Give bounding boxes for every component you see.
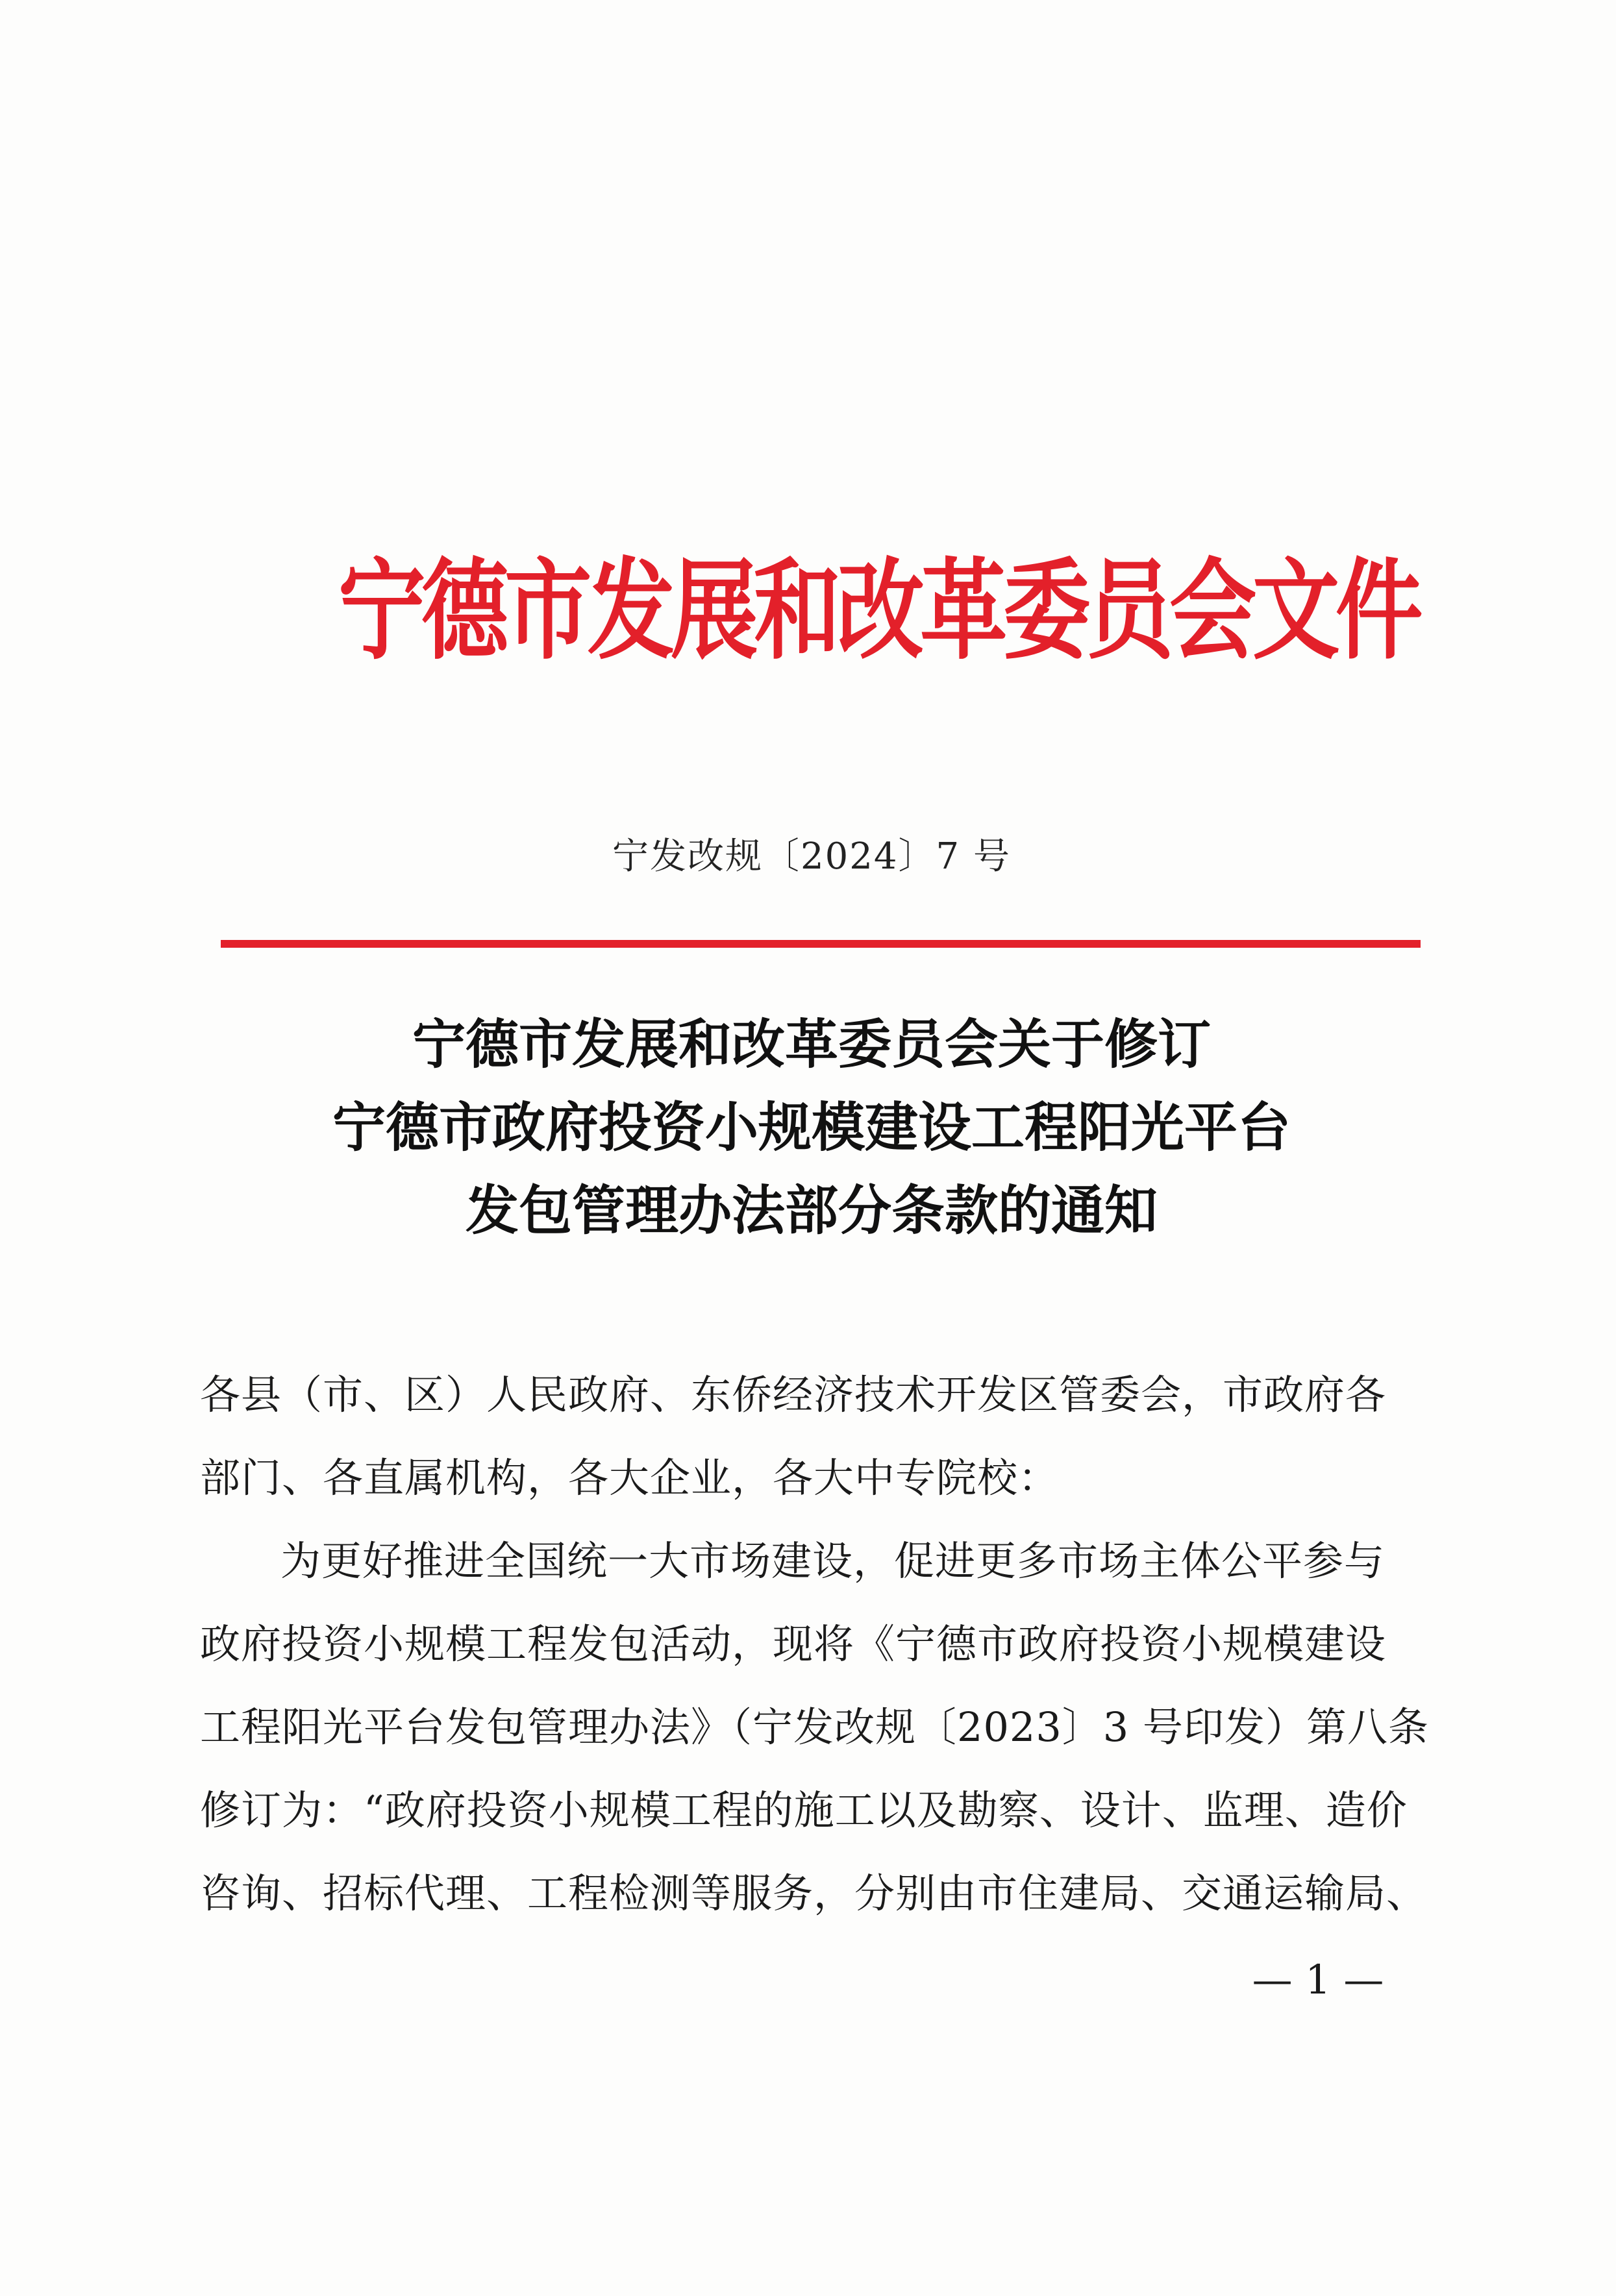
title-line: 宁德市政府投资小规模建设工程阳光平台 [332, 1096, 1291, 1159]
red-divider-line [221, 940, 1421, 948]
body-text-line: 为更好推进全国统一大市场建设，促进更多市场主体公平参与 [280, 1537, 1386, 1585]
addressee-line: 部门、各直属机构，各大企业，各大中专院校： [200, 1454, 1060, 1501]
body-text-line: 工程阳光平台发包管理办法》（宁发改规〔2023〕3 号印发）第八条 [200, 1703, 1429, 1751]
document-title [195, 1003, 1428, 1252]
issuer-header: 宁德市发展和改革委员会文件 [338, 546, 1419, 674]
body-text-line: 咨询、招标代理、工程检测等服务，分别由市住建局、交通运输局、 [200, 1870, 1428, 1917]
page-number: — 1 — [1252, 1956, 1384, 2003]
title-line: 发包管理办法部分条款的通知 [465, 1179, 1158, 1242]
title-line: 宁德市发展和改革委员会关于修订 [412, 1013, 1211, 1076]
body-text-line: 修订为：“政府投资小规模工程的施工以及勘察、设计、监理、造价 [200, 1786, 1408, 1834]
document-body [200, 1353, 1429, 1935]
addressee-line: 各县（市、区）人民政府、东侨经济技术开发区管委会，市政府各 [200, 1371, 1387, 1418]
document-number: 宁发改规〔2024〕7 号 [612, 835, 1011, 878]
body-text-line: 政府投资小规模工程发包活动，现将《宁德市政府投资小规模建设 [200, 1620, 1387, 1668]
